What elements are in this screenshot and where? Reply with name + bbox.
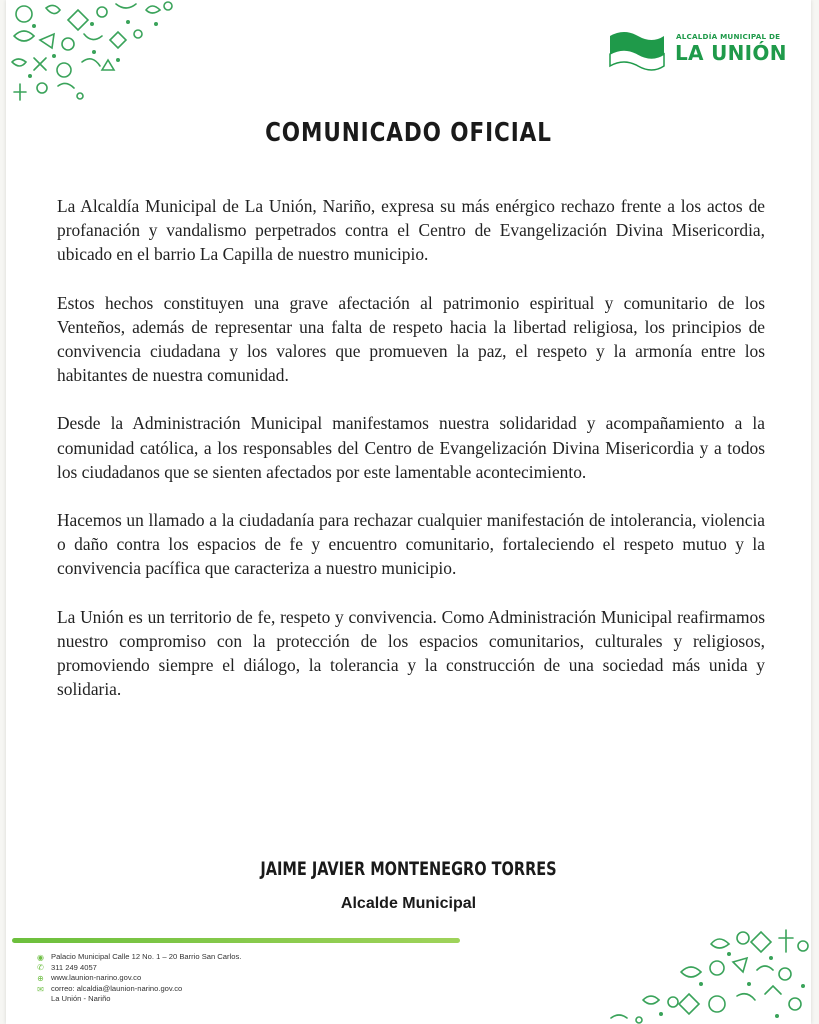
paragraph: Hacemos un llamado a la ciudadanía para rechazar cualquier manifestación de intolerancia, violencia o daño contra los espacios de fe y encuentro comunitario, fortaleciendo el respeto mutuo y la convivencia pacífica que caracteriza a nuestro municipio. (57, 510, 765, 579)
paragraph: Desde la Administración Municipal manifestamos nuestra solidaridad y acompañamiento a la comunidad católica, a los responsables del Centro de Evangelización Divina Misericordia y a todos los ciudadanos que se sienten afectados por este lamentable acontecimiento. (57, 413, 765, 482)
paragraph: La Alcaldía Municipal de La Unión, Nariño, expresa su más enérgico rechazo frente a los actos de profanación y vandalismo perpetrados contra el Centro de Evangelización Divina Misericordia, ubicado en el barrio La Capilla de nuestro municipio. (57, 196, 765, 265)
phone-text: 311 249 4057 (51, 962, 97, 972)
document-page (6, 0, 811, 1024)
contact-email[interactable] (36, 984, 241, 995)
flag-logo-icon (608, 28, 666, 74)
contact-city (36, 994, 241, 1005)
decorative-pattern-top-left (6, 0, 181, 105)
signatory-role: Alcalde Municipal (340, 895, 477, 912)
contact-info (36, 952, 241, 1005)
web-icon: ⊕ (37, 973, 44, 983)
signatory-name: JAIME JAVIER MONTENEGRO TORRES (260, 858, 557, 880)
footer-divider (12, 938, 460, 943)
phone-icon: ✆ (37, 963, 44, 973)
municipality-logo (608, 26, 798, 76)
logo-top-text: ALCALDÍA MUNICIPAL DE (676, 32, 781, 41)
address-text: Palacio Municipal Calle 12 No. 1 – 20 Barrio San Carlos. (51, 952, 242, 961)
document-body (57, 194, 765, 725)
contact-website[interactable] (36, 973, 241, 984)
city-text: La Unión - Nariño (51, 994, 111, 1004)
paragraph: La Unión es un territorio de fe, respeto y convivencia. Como Administración Municipal reafirmamos nuestro compromiso con la protección de los espacios comunitarios, culturales y religiosos, promoviendo siempre el diálogo, la tolerancia y la construcción de una sociedad más unida y solidaria. (57, 606, 765, 700)
website-link[interactable]: www.launion-narino.gov.co (51, 973, 142, 983)
decorative-pattern-bottom-right (581, 924, 811, 1024)
logo-main-text: LA UNIÓN (675, 41, 787, 65)
page-title: COMUNICADO OFICIAL (265, 118, 552, 148)
contact-phone (36, 963, 241, 974)
contact-address (36, 952, 241, 963)
email-link[interactable]: correo: alcaldia@launion-narino.gov.co (51, 983, 183, 993)
paragraph: Estos hechos constituyen una grave afectación al patrimonio espiritual y comunitario de los Venteños, además de representar una falta de respeto hacia la libertad religiosa, los principios de convivencia ciudadana y los valores que promueven la paz, el respeto y la armonía entre los habitantes de nuestra comunidad. (57, 292, 765, 386)
location-icon: ◉ (37, 952, 44, 962)
email-icon: ✉ (37, 984, 44, 994)
